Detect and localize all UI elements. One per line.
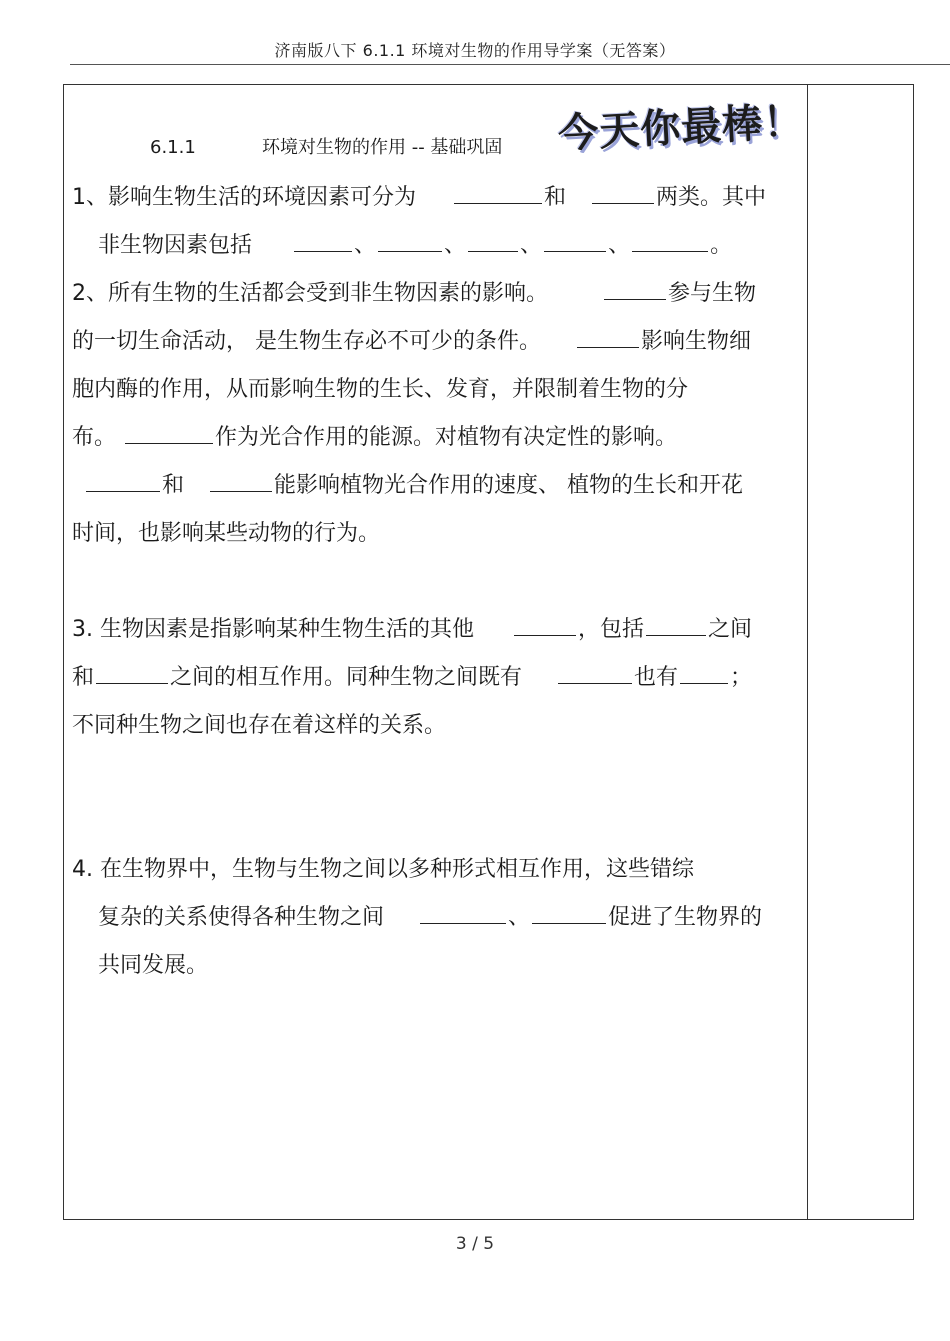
q1-sep: 、	[520, 233, 543, 258]
q2-line3: 胞内酶的作用，从而影响生物的生长、发育，并限制着生物的分	[72, 377, 689, 402]
section-name: 环境对生物的作用 -- 基础巩固	[262, 137, 503, 158]
document-header-title: 济南版八下 6.1.1 环境对生物的作用导学案（无答案）	[274, 41, 676, 60]
q2-blank-4[interactable]	[86, 469, 160, 492]
q1-blank-5[interactable]	[468, 229, 518, 252]
q4-text: 、	[508, 905, 531, 930]
q4-blank-2[interactable]	[532, 901, 606, 924]
q2-line2	[72, 324, 751, 355]
q3-line1	[72, 612, 752, 643]
q2-line1	[72, 276, 756, 307]
q3-blank-2[interactable]	[646, 613, 706, 636]
q2-blank-3[interactable]	[125, 421, 213, 444]
q1-text: 1、影响生物生活的环境因素可分为	[72, 185, 416, 210]
q2-text: 参与生物	[668, 281, 757, 306]
q1-blank-6[interactable]	[544, 229, 606, 252]
q1-sep: 、	[608, 233, 631, 258]
q4-text: 复杂的关系使得各种生物之间	[98, 905, 385, 930]
q2-blank-1[interactable]	[604, 277, 666, 300]
q2-text: 作为光合作用的能源。对植物有决定性的影响。	[215, 425, 678, 450]
q3-blank-5[interactable]	[680, 661, 728, 684]
q4-line2	[98, 900, 762, 931]
q3-blank-1[interactable]	[514, 613, 576, 636]
q1-line2	[98, 228, 732, 259]
q3-text: 和	[72, 665, 95, 690]
q1-blank-2[interactable]	[592, 181, 654, 204]
q2-line6: 时间，也影响某些动物的行为。	[72, 521, 381, 546]
q4-blank-1[interactable]	[420, 901, 506, 924]
q4-line3: 共同发展。	[98, 953, 209, 978]
q1-blank-7[interactable]	[632, 229, 708, 252]
q1-sep: 、	[444, 233, 467, 258]
q3-text: 也有	[634, 665, 679, 690]
q1-blank-3[interactable]	[294, 229, 352, 252]
section-title	[150, 133, 502, 159]
q2-blank-5[interactable]	[210, 469, 272, 492]
frame-column-divider	[807, 84, 808, 1220]
encouragement-stamp: 今天你最棒！	[557, 98, 806, 158]
q1-text: 两类。其中	[656, 185, 767, 210]
q1-blank-1[interactable]	[454, 181, 542, 204]
header-rule	[70, 64, 950, 65]
q1-blank-4[interactable]	[378, 229, 442, 252]
q2-text: 影响生物细	[641, 329, 752, 354]
q2-text: 和	[162, 473, 185, 498]
q4-line1: 4. 在生物界中，生物与生物之间以多种形式相互作用，这些错综	[72, 857, 694, 882]
q4-text: 促进了生物界的	[608, 905, 763, 930]
q1-text: 非生物因素包括	[98, 233, 253, 258]
q3-blank-4[interactable]	[558, 661, 632, 684]
q2-text: 的一切生命活动， 是生物生存必不可少的条件。	[72, 329, 541, 354]
q1-sep: 、	[354, 233, 377, 258]
q2-text: 能影响植物光合作用的速度、 植物的生长和开花	[274, 473, 744, 498]
q1-text: 和	[544, 185, 567, 210]
page-number: 3 / 5	[455, 1234, 495, 1254]
q3-text: 3. 生物因素是指影响某种生物生活的其他	[72, 617, 474, 642]
q3-line2	[72, 660, 752, 691]
q2-text: 布。	[72, 425, 117, 450]
q2-line4	[72, 420, 677, 451]
q3-text: 之间的相互作用。同种生物之间既有	[170, 665, 523, 690]
q3-text: ；	[730, 665, 753, 690]
q3-text: ，包括	[578, 617, 645, 642]
q3-text: 之间	[708, 617, 753, 642]
q1-end: 。	[710, 233, 733, 258]
q3-line3: 不同种生物之间也存在着这样的关系。	[72, 713, 447, 738]
q2-line5	[84, 468, 743, 499]
q3-blank-3[interactable]	[96, 661, 168, 684]
q1-line1	[72, 180, 766, 211]
section-number: 6.1.1	[150, 137, 196, 158]
q2-blank-2[interactable]	[577, 325, 639, 348]
q2-text: 2、所有生物的生活都会受到非生物因素的影响。	[72, 281, 548, 306]
